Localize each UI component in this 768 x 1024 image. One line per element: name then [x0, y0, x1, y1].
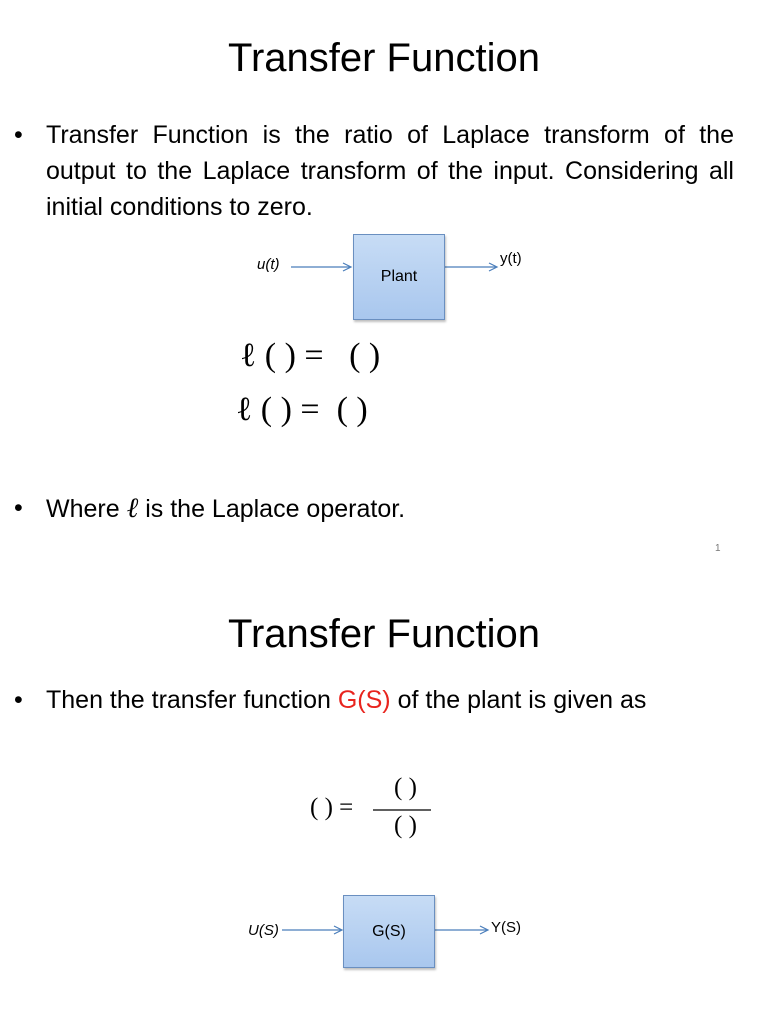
bullet-dot: • — [14, 121, 23, 149]
output-signal-label: y(t) — [500, 250, 522, 267]
bullet-text-post: is the Laplace operator. — [145, 495, 406, 523]
gs-block-label: G(S) — [372, 922, 406, 940]
fraction-numerator: ( ) — [394, 774, 417, 801]
bullet-dot: • — [14, 686, 23, 714]
bullet-dot: • — [14, 494, 23, 522]
page-number: 1 — [715, 543, 721, 554]
plant-block-label: Plant — [380, 268, 418, 285]
fraction-denominator: ( ) — [394, 812, 417, 839]
laplace-symbol: ℓ — [126, 491, 139, 524]
transfer-function-highlight: G(S) — [337, 686, 391, 714]
fraction-lhs: ( ) = — [310, 794, 354, 821]
plant-block — [353, 234, 445, 320]
slide-title: Transfer Function — [228, 36, 540, 80]
input-signal-label: U(S) — [248, 922, 279, 939]
output-signal-label: Y(S) — [491, 919, 521, 936]
laplace-equation-2: ℓ ( ) = ( ) — [236, 391, 368, 428]
bullet-text-pre: Then the transfer function — [46, 686, 331, 714]
laplace-equation-1: ℓ ( ) = ( ) — [240, 337, 381, 374]
input-signal-label: u(t) — [257, 256, 280, 273]
bullet-laplace-operator — [14, 490, 734, 527]
slide-title: Transfer Function — [228, 612, 540, 656]
gs-block — [343, 895, 435, 968]
slide-2 — [0, 576, 768, 1024]
bullet-text-pre: Where — [46, 495, 120, 523]
bullet-text-post: of the plant is given as — [397, 686, 647, 714]
bullet-text: Transfer Function is the ratio of Laplace transform of the output to the Laplace transform of the input. Considering all initial conditions to zero. — [46, 121, 734, 221]
